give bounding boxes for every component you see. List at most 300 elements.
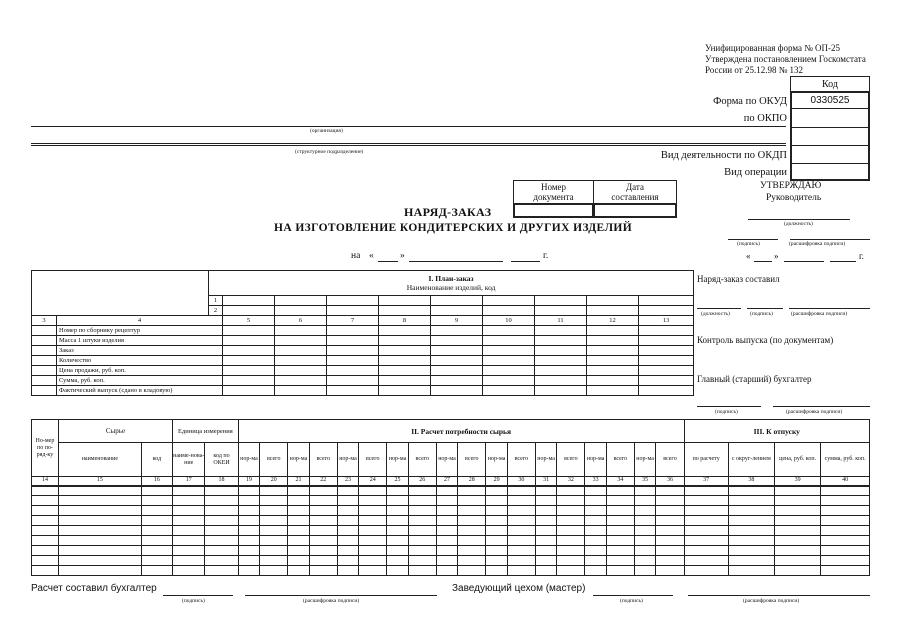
calc-cell[interactable] — [684, 556, 728, 566]
calc-cell[interactable] — [775, 566, 821, 576]
calc-cell[interactable] — [507, 486, 535, 496]
calc-cell[interactable] — [238, 566, 260, 576]
plan-cell[interactable] — [327, 356, 379, 366]
plan-cell[interactable] — [587, 366, 639, 376]
plan-cell[interactable] — [483, 326, 535, 336]
calc-cell[interactable] — [260, 536, 288, 546]
plan-cell[interactable] — [639, 386, 694, 396]
calc-cell[interactable] — [535, 486, 557, 496]
calc-cell[interactable] — [458, 556, 486, 566]
calc-cell[interactable] — [238, 526, 260, 536]
calc-cell[interactable] — [205, 486, 238, 496]
calc-cell[interactable] — [535, 566, 557, 576]
calc-cell[interactable] — [775, 536, 821, 546]
calc-cell[interactable] — [309, 486, 337, 496]
calc-cell[interactable] — [337, 506, 359, 516]
plan-cell[interactable] — [587, 346, 639, 356]
plan-name-cell[interactable] — [223, 296, 275, 306]
calc-cell[interactable] — [173, 486, 205, 496]
calc-cell[interactable] — [32, 566, 59, 576]
calc-cell[interactable] — [775, 486, 821, 496]
calc-cell[interactable] — [309, 546, 337, 556]
calc-cell[interactable] — [436, 496, 458, 506]
calc-cell[interactable] — [436, 516, 458, 526]
plan-code-cell[interactable] — [639, 306, 694, 316]
calc-cell[interactable] — [288, 566, 310, 576]
calc-cell[interactable] — [585, 486, 607, 496]
plan-cell[interactable] — [431, 376, 483, 386]
calc-cell[interactable] — [173, 516, 205, 526]
footer-head-signature-line[interactable] — [593, 595, 673, 596]
calc-cell[interactable] — [656, 486, 684, 496]
calc-cell[interactable] — [173, 566, 205, 576]
plan-cell[interactable] — [379, 376, 431, 386]
calc-cell[interactable] — [408, 486, 436, 496]
calc-cell[interactable] — [634, 506, 656, 516]
calc-cell[interactable] — [408, 566, 436, 576]
approve-year-line[interactable] — [830, 261, 856, 262]
calc-cell[interactable] — [288, 506, 310, 516]
plan-cell[interactable] — [327, 346, 379, 356]
calc-cell[interactable] — [260, 566, 288, 576]
date-year-line[interactable] — [511, 261, 540, 262]
calc-cell[interactable] — [337, 486, 359, 496]
calc-cell[interactable] — [436, 536, 458, 546]
plan-cell[interactable] — [535, 376, 587, 386]
plan-cell[interactable] — [483, 386, 535, 396]
calc-cell[interactable] — [585, 516, 607, 526]
calc-cell[interactable] — [606, 496, 634, 506]
calc-cell[interactable] — [656, 556, 684, 566]
calc-cell[interactable] — [436, 486, 458, 496]
plan-cell[interactable] — [639, 326, 694, 336]
calc-cell[interactable] — [684, 566, 728, 576]
plan-code-cell[interactable] — [223, 306, 275, 316]
calc-cell[interactable] — [507, 506, 535, 516]
plan-code-cell[interactable] — [327, 306, 379, 316]
calc-cell[interactable] — [606, 556, 634, 566]
plan-cell[interactable] — [223, 346, 275, 356]
plan-cell[interactable] — [483, 356, 535, 366]
calc-cell[interactable] — [458, 506, 486, 516]
approve-signature-line[interactable] — [728, 239, 778, 240]
plan-cell[interactable] — [379, 356, 431, 366]
calc-cell[interactable] — [337, 566, 359, 576]
calc-cell[interactable] — [58, 486, 141, 496]
calc-cell[interactable] — [656, 526, 684, 536]
calc-cell[interactable] — [728, 556, 774, 566]
plan-cell[interactable] — [327, 386, 379, 396]
calc-cell[interactable] — [32, 506, 59, 516]
calc-cell[interactable] — [821, 546, 870, 556]
calc-cell[interactable] — [141, 506, 172, 516]
plan-name-cell[interactable] — [483, 296, 535, 306]
approve-month-line[interactable] — [784, 261, 824, 262]
calc-cell[interactable] — [634, 516, 656, 526]
calc-cell[interactable] — [821, 526, 870, 536]
plan-cell[interactable] — [431, 386, 483, 396]
calc-cell[interactable] — [359, 566, 387, 576]
calc-cell[interactable] — [606, 526, 634, 536]
calc-cell[interactable] — [309, 556, 337, 566]
calc-cell[interactable] — [436, 556, 458, 566]
calc-cell[interactable] — [535, 556, 557, 566]
plan-cell[interactable] — [223, 366, 275, 376]
calc-cell[interactable] — [634, 526, 656, 536]
date-month-line[interactable] — [409, 261, 503, 262]
calc-cell[interactable] — [656, 566, 684, 576]
approve-position-line[interactable] — [748, 219, 850, 220]
calc-cell[interactable] — [173, 556, 205, 566]
plan-code-cell[interactable] — [431, 306, 483, 316]
calc-cell[interactable] — [606, 536, 634, 546]
calc-cell[interactable] — [684, 506, 728, 516]
plan-cell[interactable] — [223, 336, 275, 346]
calc-cell[interactable] — [821, 506, 870, 516]
calc-cell[interactable] — [585, 526, 607, 536]
calc-cell[interactable] — [486, 536, 508, 546]
doc-number-field[interactable] — [513, 203, 594, 218]
calc-cell[interactable] — [557, 496, 585, 506]
calc-cell[interactable] — [557, 516, 585, 526]
calc-cell[interactable] — [775, 506, 821, 516]
calc-cell[interactable] — [535, 546, 557, 556]
calc-cell[interactable] — [238, 546, 260, 556]
calc-cell[interactable] — [557, 566, 585, 576]
calc-cell[interactable] — [728, 536, 774, 546]
calc-cell[interactable] — [507, 546, 535, 556]
plan-cell[interactable] — [379, 326, 431, 336]
calc-cell[interactable] — [821, 486, 870, 496]
calc-cell[interactable] — [821, 556, 870, 566]
calc-cell[interactable] — [656, 546, 684, 556]
calc-cell[interactable] — [387, 526, 409, 536]
calc-cell[interactable] — [408, 526, 436, 536]
date-day-line[interactable] — [378, 261, 398, 262]
approve-day-line[interactable] — [754, 261, 772, 262]
calc-cell[interactable] — [606, 506, 634, 516]
calc-cell[interactable] — [507, 526, 535, 536]
calc-cell[interactable] — [507, 496, 535, 506]
calc-cell[interactable] — [260, 526, 288, 536]
calc-cell[interactable] — [58, 506, 141, 516]
calc-cell[interactable] — [728, 526, 774, 536]
calc-cell[interactable] — [387, 556, 409, 566]
footer-head-decode-line[interactable] — [688, 595, 870, 596]
calc-cell[interactable] — [458, 536, 486, 546]
calc-cell[interactable] — [656, 516, 684, 526]
calc-cell[interactable] — [238, 536, 260, 546]
calc-cell[interactable] — [205, 566, 238, 576]
calc-cell[interactable] — [535, 536, 557, 546]
plan-cell[interactable] — [587, 326, 639, 336]
calc-cell[interactable] — [408, 556, 436, 566]
plan-name-cell[interactable] — [275, 296, 327, 306]
calc-cell[interactable] — [141, 516, 172, 526]
calc-cell[interactable] — [260, 546, 288, 556]
calc-cell[interactable] — [309, 516, 337, 526]
calc-cell[interactable] — [309, 496, 337, 506]
calc-cell[interactable] — [309, 566, 337, 576]
calc-cell[interactable] — [436, 506, 458, 516]
calc-cell[interactable] — [535, 506, 557, 516]
calc-cell[interactable] — [486, 486, 508, 496]
calc-cell[interactable] — [606, 516, 634, 526]
plan-cell[interactable] — [327, 376, 379, 386]
calc-cell[interactable] — [58, 566, 141, 576]
calc-cell[interactable] — [436, 526, 458, 536]
calc-cell[interactable] — [821, 566, 870, 576]
plan-name-cell[interactable] — [379, 296, 431, 306]
plan-cell[interactable] — [639, 336, 694, 346]
calc-cell[interactable] — [32, 546, 59, 556]
calc-cell[interactable] — [337, 546, 359, 556]
plan-cell[interactable] — [275, 326, 327, 336]
calc-cell[interactable] — [408, 506, 436, 516]
plan-code-cell[interactable] — [483, 306, 535, 316]
plan-cell[interactable] — [587, 356, 639, 366]
calc-cell[interactable] — [141, 556, 172, 566]
calc-cell[interactable] — [821, 536, 870, 546]
plan-cell[interactable] — [431, 366, 483, 376]
plan-cell[interactable] — [535, 326, 587, 336]
calc-cell[interactable] — [141, 536, 172, 546]
calc-cell[interactable] — [387, 536, 409, 546]
accountant-decode-line[interactable] — [773, 406, 870, 407]
plan-cell[interactable] — [639, 356, 694, 366]
calc-cell[interactable] — [408, 516, 436, 526]
calc-cell[interactable] — [173, 496, 205, 506]
calc-cell[interactable] — [205, 536, 238, 546]
calc-cell[interactable] — [656, 496, 684, 506]
composed-signature-line[interactable] — [747, 308, 783, 309]
plan-cell[interactable] — [379, 366, 431, 376]
calc-cell[interactable] — [359, 516, 387, 526]
calc-cell[interactable] — [557, 546, 585, 556]
plan-code-cell[interactable] — [587, 306, 639, 316]
plan-cell[interactable] — [483, 346, 535, 356]
calc-cell[interactable] — [557, 536, 585, 546]
calc-cell[interactable] — [32, 556, 59, 566]
calc-cell[interactable] — [288, 516, 310, 526]
calc-cell[interactable] — [141, 496, 172, 506]
calc-cell[interactable] — [486, 526, 508, 536]
composed-position-line[interactable] — [697, 308, 741, 309]
calc-cell[interactable] — [260, 556, 288, 566]
calc-cell[interactable] — [238, 506, 260, 516]
composed-decode-line[interactable] — [789, 308, 870, 309]
calc-cell[interactable] — [337, 536, 359, 546]
calc-cell[interactable] — [359, 506, 387, 516]
organization-line[interactable] — [31, 126, 786, 127]
calc-cell[interactable] — [173, 506, 205, 516]
calc-cell[interactable] — [359, 536, 387, 546]
calc-cell[interactable] — [337, 526, 359, 536]
plan-cell[interactable] — [431, 346, 483, 356]
calc-cell[interactable] — [309, 506, 337, 516]
calc-cell[interactable] — [288, 486, 310, 496]
calc-cell[interactable] — [260, 506, 288, 516]
calc-cell[interactable] — [387, 496, 409, 506]
calc-cell[interactable] — [58, 496, 141, 506]
calc-cell[interactable] — [728, 496, 774, 506]
calc-cell[interactable] — [309, 536, 337, 546]
calc-cell[interactable] — [58, 516, 141, 526]
calc-cell[interactable] — [238, 486, 260, 496]
calc-cell[interactable] — [486, 556, 508, 566]
calc-cell[interactable] — [58, 536, 141, 546]
calc-cell[interactable] — [507, 556, 535, 566]
calc-cell[interactable] — [288, 526, 310, 536]
calc-cell[interactable] — [288, 546, 310, 556]
plan-cell[interactable] — [483, 336, 535, 346]
calc-cell[interactable] — [486, 546, 508, 556]
plan-name-cell[interactable] — [639, 296, 694, 306]
calc-cell[interactable] — [775, 526, 821, 536]
calc-cell[interactable] — [775, 556, 821, 566]
calc-cell[interactable] — [337, 496, 359, 506]
plan-cell[interactable] — [535, 386, 587, 396]
plan-code-cell[interactable] — [379, 306, 431, 316]
plan-cell[interactable] — [379, 346, 431, 356]
calc-cell[interactable] — [684, 516, 728, 526]
calc-cell[interactable] — [238, 556, 260, 566]
calc-cell[interactable] — [458, 546, 486, 556]
calc-cell[interactable] — [821, 496, 870, 506]
calc-cell[interactable] — [337, 556, 359, 566]
calc-cell[interactable] — [32, 496, 59, 506]
calc-cell[interactable] — [458, 516, 486, 526]
calc-cell[interactable] — [557, 506, 585, 516]
plan-cell[interactable] — [639, 346, 694, 356]
calc-cell[interactable] — [634, 546, 656, 556]
plan-cell[interactable] — [327, 336, 379, 346]
calc-cell[interactable] — [634, 496, 656, 506]
calc-cell[interactable] — [238, 496, 260, 506]
calc-cell[interactable] — [205, 496, 238, 506]
calc-cell[interactable] — [458, 526, 486, 536]
calc-cell[interactable] — [557, 486, 585, 496]
plan-cell[interactable] — [275, 386, 327, 396]
plan-cell[interactable] — [223, 326, 275, 336]
plan-code-cell[interactable] — [275, 306, 327, 316]
calc-cell[interactable] — [684, 536, 728, 546]
calc-cell[interactable] — [606, 566, 634, 576]
calc-cell[interactable] — [486, 566, 508, 576]
plan-cell[interactable] — [275, 346, 327, 356]
plan-cell[interactable] — [431, 326, 483, 336]
plan-cell[interactable] — [483, 376, 535, 386]
plan-name-cell[interactable] — [535, 296, 587, 306]
calc-cell[interactable] — [728, 546, 774, 556]
plan-cell[interactable] — [327, 366, 379, 376]
plan-cell[interactable] — [431, 356, 483, 366]
calc-cell[interactable] — [728, 566, 774, 576]
calc-cell[interactable] — [173, 526, 205, 536]
plan-cell[interactable] — [275, 356, 327, 366]
calc-cell[interactable] — [173, 546, 205, 556]
calc-cell[interactable] — [260, 486, 288, 496]
plan-name-cell[interactable] — [431, 296, 483, 306]
calc-cell[interactable] — [141, 566, 172, 576]
calc-cell[interactable] — [684, 486, 728, 496]
plan-cell[interactable] — [431, 336, 483, 346]
calc-cell[interactable] — [288, 556, 310, 566]
calc-cell[interactable] — [486, 516, 508, 526]
calc-cell[interactable] — [656, 506, 684, 516]
calc-cell[interactable] — [634, 556, 656, 566]
calc-cell[interactable] — [557, 556, 585, 566]
plan-name-cell[interactable] — [587, 296, 639, 306]
calc-cell[interactable] — [436, 566, 458, 576]
plan-cell[interactable] — [535, 366, 587, 376]
calc-cell[interactable] — [634, 486, 656, 496]
calc-cell[interactable] — [58, 546, 141, 556]
calc-cell[interactable] — [141, 526, 172, 536]
calc-cell[interactable] — [585, 566, 607, 576]
calc-cell[interactable] — [684, 526, 728, 536]
calc-cell[interactable] — [557, 526, 585, 536]
calc-cell[interactable] — [507, 566, 535, 576]
calc-cell[interactable] — [205, 526, 238, 536]
calc-cell[interactable] — [408, 496, 436, 506]
calc-cell[interactable] — [359, 556, 387, 566]
calc-cell[interactable] — [408, 546, 436, 556]
calc-cell[interactable] — [436, 546, 458, 556]
calc-cell[interactable] — [634, 566, 656, 576]
plan-cell[interactable] — [275, 376, 327, 386]
calc-cell[interactable] — [606, 486, 634, 496]
okud-code[interactable]: 0330525 — [792, 93, 868, 109]
calc-cell[interactable] — [408, 536, 436, 546]
calc-cell[interactable] — [507, 536, 535, 546]
calc-cell[interactable] — [684, 546, 728, 556]
plan-cell[interactable] — [639, 376, 694, 386]
calc-cell[interactable] — [288, 536, 310, 546]
plan-cell[interactable] — [223, 376, 275, 386]
calc-cell[interactable] — [32, 526, 59, 536]
calc-cell[interactable] — [238, 516, 260, 526]
plan-cell[interactable] — [379, 336, 431, 346]
calc-cell[interactable] — [535, 496, 557, 506]
calc-cell[interactable] — [58, 556, 141, 566]
calc-cell[interactable] — [32, 516, 59, 526]
calc-cell[interactable] — [205, 506, 238, 516]
calc-cell[interactable] — [387, 566, 409, 576]
calc-cell[interactable] — [656, 536, 684, 546]
calc-cell[interactable] — [32, 536, 59, 546]
plan-cell[interactable] — [327, 326, 379, 336]
plan-cell[interactable] — [275, 336, 327, 346]
plan-cell[interactable] — [223, 386, 275, 396]
calc-cell[interactable] — [337, 516, 359, 526]
calc-cell[interactable] — [585, 496, 607, 506]
calc-cell[interactable] — [585, 506, 607, 516]
plan-cell[interactable] — [379, 386, 431, 396]
calc-cell[interactable] — [585, 546, 607, 556]
calc-cell[interactable] — [728, 516, 774, 526]
calc-cell[interactable] — [458, 486, 486, 496]
calc-cell[interactable] — [535, 526, 557, 536]
calc-cell[interactable] — [585, 536, 607, 546]
plan-cell[interactable] — [587, 336, 639, 346]
calc-cell[interactable] — [359, 496, 387, 506]
calc-cell[interactable] — [606, 546, 634, 556]
calc-cell[interactable] — [387, 486, 409, 496]
calc-cell[interactable] — [260, 496, 288, 506]
calc-cell[interactable] — [173, 536, 205, 546]
plan-cell[interactable] — [483, 366, 535, 376]
